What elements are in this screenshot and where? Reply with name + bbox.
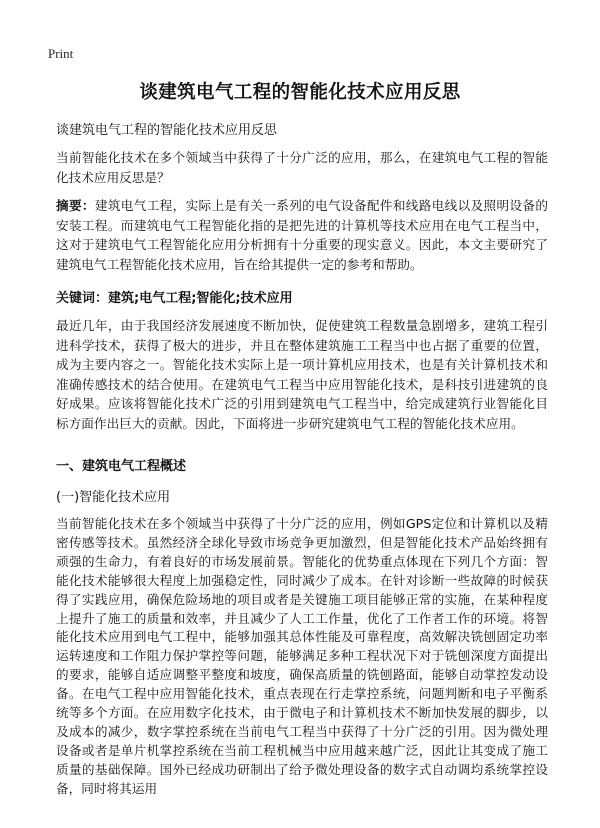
body-paragraph-1: 最近几年，由于我国经济发展速度不断加快，促使建筑工程数量急剧增多，建筑工程引进科学技术，获得了极大的进步，并且在整体建筑施工工程当中也占据了重要的位置，成为主要内容之一。智能化技术实际上是一项计算机应用技术，也是有关计算机技术和准确传感技术的结合使用。在建筑电气工程当中应用智能化技术，是科技引进建筑的良好成果。应该将智能化技术广泛的引用到建筑电气工程当中，给完成建筑行业智能化目标方面作出巨大的贡献。因此，下面将进一步研究建筑电气工程的智能化技术应用。 <box>56 318 548 431</box>
keywords-line: 关键词：建筑;电气工程;智能化;技术应用 <box>56 291 293 306</box>
document-title: 谈建筑电气工程的智能化技术应用反思 <box>139 82 461 103</box>
subsection-heading-1: (一)智能化技术应用 <box>56 490 171 505</box>
abstract-label: 摘要： <box>56 198 95 213</box>
print-label[interactable]: Print <box>48 46 74 61</box>
body-paragraph-2: 当前智能化技术在多个领域当中获得了十分广泛的应用，例如GPS定位和计算机以及精密传感等技术。虽然经济全球化导致市场竞争更加激烈，但是智能化技术产品始终拥有顽强的生命力，有着良好的市场发展前景。智能化的优势重点体现在下列几个方面：智能化技术能够很大程度上加强稳定性，同时减少了成本。在针对诊断一些故障的时候获得了实践应用，确保危险场地的项目或者是关键施工项目能够正常的实施，在某种程度上提升了施工的质量和效率，并且减少了人工工作量，优化了工作者工作的环境。将智能化技术应用到电气工程中，能够加强其总体性能及可靠程度，高效解决铣刨固定功率运转速度和工作阻力保护掌控等问题，能够满足多种工程状况下对于铣刨深度方面提出的要求，能够自适应调整平整度和坡度，确保高质量的铣刨路面，能够自动掌控发动设备。在电气工程中应用智能化技术，重点表现在行走掌控系统，问题判断和电子平衡系统等多个方面。在应用数字化技术，由于微电子和计算机技术不断加快发展的脚步，以及成本的减少，数字掌控系统在当前电气工程当中获得了十分广泛的引用。因为微处理设备或者是单片机掌控系统在当前工程机械当中应用越来越广泛，因此让其变成了施工质量的基础保障。国外已经成功研制出了给予微处理设备的数字式自动调均系统掌控设备，同时将其运用 <box>56 516 548 796</box>
document-subtitle: 谈建筑电气工程的智能化技术应用反思 <box>56 123 278 138</box>
intro-paragraph: 当前智能化技术在多个领域当中获得了十分广泛的应用，那么，在建筑电气工程的智能化技术应用反思是？ <box>56 150 548 185</box>
abstract-text: 建筑电气工程，实际上是有关一系列的电气设备配件和线路电线以及照明设备的安装工程。而建筑电气工程智能化指的是把先进的计算机等技术应用在电气工程当中，这对于建筑电气工程智能化应用分析拥有十分重要的现实意义。因此，本文主要研究了建筑电气工程智能化技术应用，旨在给其提供一定的参考和帮助。 <box>56 198 549 272</box>
section-heading-1: 一、建筑电气工程概述 <box>56 459 187 474</box>
abstract-paragraph <box>56 196 548 274</box>
